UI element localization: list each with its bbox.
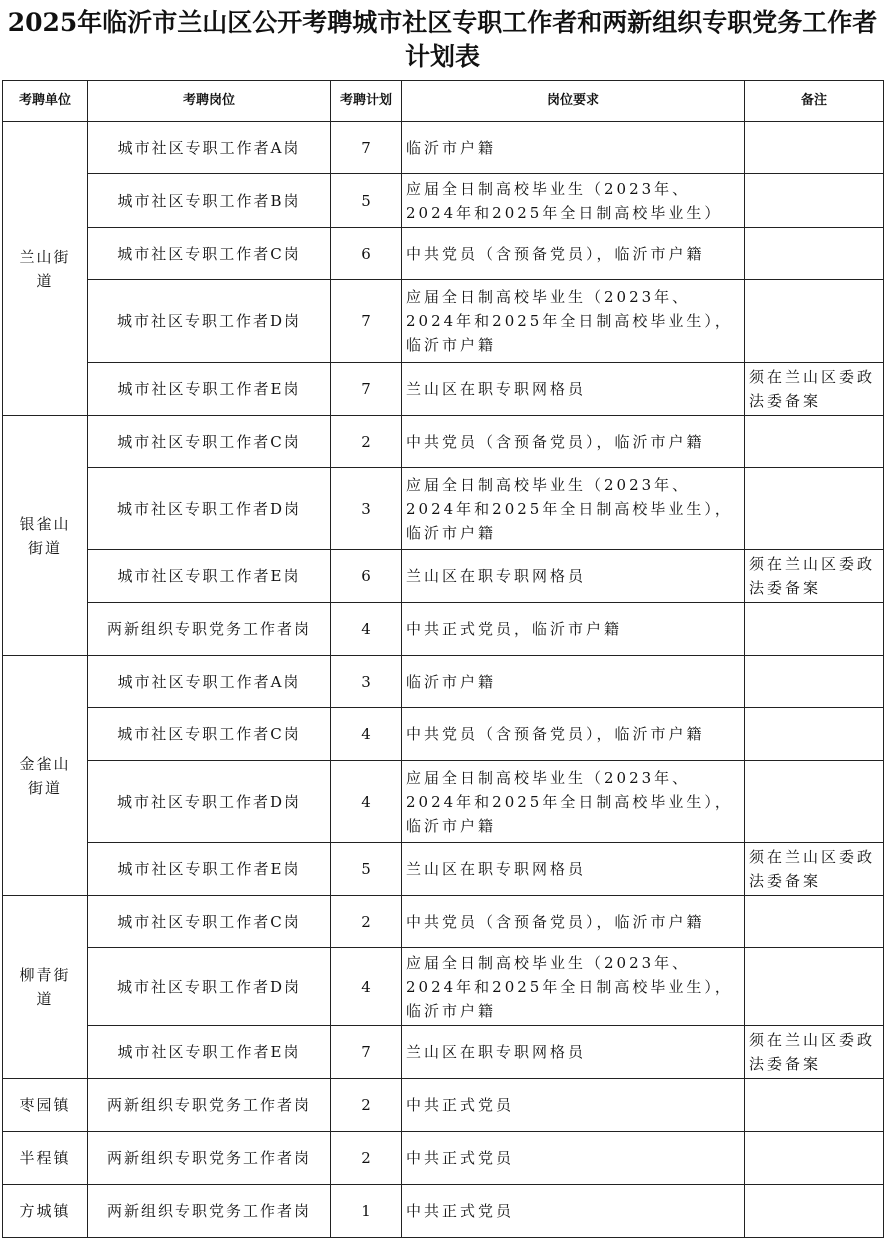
table-row (3, 174, 884, 228)
requirement-cell: 中共正式党员 (402, 1079, 745, 1132)
table-row (3, 603, 884, 656)
note-cell (745, 468, 884, 550)
table-row (3, 656, 884, 708)
note-cell (745, 174, 884, 228)
count-cell: 7 (331, 280, 402, 363)
post-cell: 城市社区专职工作者B岗 (88, 174, 331, 228)
table-row (3, 416, 884, 468)
post-cell: 城市社区专职工作者E岗 (88, 363, 331, 416)
post-cell: 城市社区专职工作者D岗 (88, 468, 331, 550)
note-cell (745, 761, 884, 843)
note-cell (745, 1079, 884, 1132)
requirement-cell: 中共正式党员 (402, 1132, 745, 1185)
count-cell: 4 (331, 761, 402, 843)
table-row (3, 122, 884, 174)
note-cell: 须在兰山区委政法委备案 (745, 363, 884, 416)
table-row (3, 1185, 884, 1238)
note-cell (745, 896, 884, 948)
unit-label: 兰山街道 (19, 247, 71, 290)
post-cell: 城市社区专职工作者D岗 (88, 280, 331, 363)
post-cell: 城市社区专职工作者C岗 (88, 228, 331, 280)
requirement-cell: 兰山区在职专职网格员 (402, 550, 745, 603)
post-cell: 两新组织专职党务工作者岗 (88, 603, 331, 656)
header-count: 考聘计划 (331, 81, 402, 122)
requirement-cell: 兰山区在职专职网格员 (402, 1026, 745, 1079)
table-row (3, 550, 884, 603)
unit-label: 金雀山街道 (19, 754, 71, 797)
post-cell: 城市社区专职工作者E岗 (88, 1026, 331, 1079)
table-row (3, 1079, 884, 1132)
post-cell: 两新组织专职党务工作者岗 (88, 1079, 331, 1132)
count-cell: 4 (331, 948, 402, 1026)
table-row (3, 708, 884, 761)
post-cell: 城市社区专职工作者A岗 (88, 656, 331, 708)
requirement-cell: 临沂市户籍 (402, 656, 745, 708)
unit-label: 柳青街道 (19, 966, 71, 1008)
post-cell: 两新组织专职党务工作者岗 (88, 1185, 331, 1238)
plan-table (2, 80, 884, 1238)
requirement-cell: 应届全日制高校毕业生（2023年、2024年和2025年全日制高校毕业生），临沂市户籍 (402, 761, 745, 843)
count-cell: 1 (331, 1185, 402, 1238)
post-cell: 城市社区专职工作者A岗 (88, 122, 331, 174)
header-row (3, 81, 884, 122)
unit-cell (3, 656, 88, 896)
requirement-cell: 应届全日制高校毕业生（2023年、2024年和2025年全日制高校毕业生），临沂市户籍 (402, 280, 745, 363)
table-row (3, 228, 884, 280)
post-cell: 两新组织专职党务工作者岗 (88, 1132, 331, 1185)
post-cell: 城市社区专职工作者D岗 (88, 948, 331, 1026)
note-cell: 须在兰山区委政法委备案 (745, 550, 884, 603)
requirement-cell: 应届全日制高校毕业生（2023年、2024年和2025年全日制高校毕业生），临沂市户籍 (402, 948, 745, 1026)
unit-label: 枣园镇 (19, 1096, 71, 1114)
requirement-cell: 应届全日制高校毕业生（2023年、2024年和2025年全日制高校毕业生），临沂市户籍 (402, 468, 745, 550)
table-row (3, 363, 884, 416)
count-cell: 2 (331, 416, 402, 468)
note-cell: 须在兰山区委政法委备案 (745, 1026, 884, 1079)
note-cell (745, 280, 884, 363)
unit-cell (3, 1185, 88, 1238)
note-cell: 须在兰山区委政法委备案 (745, 843, 884, 896)
unit-cell (3, 1132, 88, 1185)
table-row (3, 1132, 884, 1185)
requirement-cell: 中共党员（含预备党员），临沂市户籍 (402, 228, 745, 280)
count-cell: 5 (331, 843, 402, 896)
count-cell: 2 (331, 896, 402, 948)
note-cell (745, 1132, 884, 1185)
requirement-cell: 临沂市户籍 (402, 122, 745, 174)
note-cell (745, 603, 884, 656)
count-cell: 5 (331, 174, 402, 228)
table-row (3, 280, 884, 363)
note-cell (745, 228, 884, 280)
count-cell: 3 (331, 468, 402, 550)
post-cell: 城市社区专职工作者E岗 (88, 550, 331, 603)
unit-cell (3, 416, 88, 656)
requirement-cell: 中共党员（含预备党员），临沂市户籍 (402, 416, 745, 468)
note-cell (745, 708, 884, 761)
table-row (3, 761, 884, 843)
post-cell: 城市社区专职工作者C岗 (88, 416, 331, 468)
page-title: 2025年临沂市兰山区公开考聘城市社区专职工作者和两新组织专职党务工作者计划表 (7, 8, 878, 71)
count-cell: 4 (331, 708, 402, 761)
header-note: 备注 (745, 81, 884, 122)
unit-cell (3, 122, 88, 416)
count-cell: 4 (331, 603, 402, 656)
table-row (3, 468, 884, 550)
unit-label: 银雀山街道 (19, 514, 71, 557)
table-row (3, 843, 884, 896)
table-row (3, 1026, 884, 1079)
post-cell: 城市社区专职工作者C岗 (88, 708, 331, 761)
count-cell: 2 (331, 1132, 402, 1185)
count-cell: 2 (331, 1079, 402, 1132)
header-unit: 考聘单位 (3, 81, 88, 122)
note-cell (745, 122, 884, 174)
header-requirement: 岗位要求 (402, 81, 745, 122)
table-row (3, 896, 884, 948)
header-post: 考聘岗位 (88, 81, 331, 122)
requirement-cell: 中共正式党员，临沂市户籍 (402, 603, 745, 656)
requirement-cell: 兰山区在职专职网格员 (402, 843, 745, 896)
count-cell: 7 (331, 122, 402, 174)
unit-label: 半程镇 (19, 1149, 71, 1167)
note-cell (745, 948, 884, 1026)
count-cell: 7 (331, 1026, 402, 1079)
post-cell: 城市社区专职工作者D岗 (88, 761, 331, 843)
requirement-cell: 兰山区在职专职网格员 (402, 363, 745, 416)
unit-label: 方城镇 (19, 1202, 71, 1220)
unit-cell (3, 896, 88, 1079)
note-cell (745, 1185, 884, 1238)
note-cell (745, 416, 884, 468)
unit-cell (3, 1079, 88, 1132)
count-cell: 6 (331, 228, 402, 280)
requirement-cell: 应届全日制高校毕业生（2023年、2024年和2025年全日制高校毕业生） (402, 174, 745, 228)
count-cell: 6 (331, 550, 402, 603)
plan-table-body (3, 122, 884, 1238)
requirement-cell: 中共正式党员 (402, 1185, 745, 1238)
requirement-cell: 中共党员（含预备党员），临沂市户籍 (402, 708, 745, 761)
table-row (3, 948, 884, 1026)
count-cell: 7 (331, 363, 402, 416)
requirement-cell: 中共党员（含预备党员），临沂市户籍 (402, 896, 745, 948)
post-cell: 城市社区专职工作者C岗 (88, 896, 331, 948)
note-cell (745, 656, 884, 708)
post-cell: 城市社区专职工作者E岗 (88, 843, 331, 896)
count-cell: 3 (331, 656, 402, 708)
